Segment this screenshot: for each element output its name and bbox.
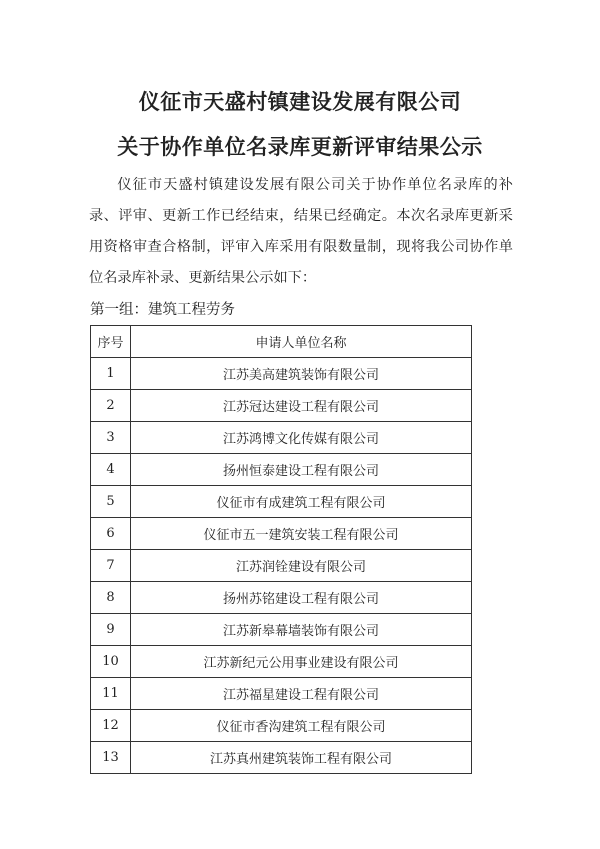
row-index: 1 [91,358,131,390]
table-header-row [91,326,472,358]
group-heading: 第一组：建筑工程劳务 [90,302,235,318]
row-company-name: 江苏福星建设工程有限公司 [131,678,472,710]
row-company-name: 仪征市五一建筑安装工程有限公司 [131,518,472,550]
row-index: 3 [91,422,131,454]
table-row [91,646,472,678]
row-company-name: 仪征市香沟建筑工程有限公司 [131,710,472,742]
row-index: 13 [91,742,131,774]
header-name: 申请人单位名称 [131,326,472,358]
table-row [91,678,472,710]
row-company-name: 江苏鸿博文化传媒有限公司 [131,422,472,454]
row-company-name: 江苏冠达建设工程有限公司 [131,390,472,422]
table-row [91,582,472,614]
row-index: 4 [91,454,131,486]
row-index: 9 [91,614,131,646]
row-index: 12 [91,710,131,742]
table-body [91,358,472,774]
applicant-table [90,325,472,774]
row-company-name: 江苏新纪元公用事业建设有限公司 [131,646,472,678]
row-index: 7 [91,550,131,582]
row-company-name: 江苏真州建筑装饰工程有限公司 [131,742,472,774]
table-row [91,614,472,646]
row-company-name: 扬州苏铭建设工程有限公司 [131,582,472,614]
row-company-name: 江苏新皋幕墙装饰有限公司 [131,614,472,646]
table-row [91,390,472,422]
row-company-name: 江苏美高建筑装饰有限公司 [131,358,472,390]
intro-paragraph: 仪征市天盛村镇建设发展有限公司关于协作单位名录库的补录、评审、更新工作已经结束，结果已经确定。本次名录库更新采用资格审查合格制，评审入库采用有限数量制，现将我公司协作单位名录库补录、更新结果公示如下： [89,177,513,286]
table-row [91,710,472,742]
table-row [91,518,472,550]
row-company-name: 江苏润铨建设有限公司 [131,550,472,582]
table-row [91,454,472,486]
table-row [91,742,472,774]
row-company-name: 扬州恒泰建设工程有限公司 [131,454,472,486]
row-index: 5 [91,486,131,518]
table-row [91,550,472,582]
document-title-line1: 仪征市天盛村镇建设发展有限公司 [138,90,462,114]
row-company-name: 仪征市有成建筑工程有限公司 [131,486,472,518]
table-row [91,358,472,390]
header-index: 序号 [91,326,131,358]
row-index: 8 [91,582,131,614]
row-index: 2 [91,390,131,422]
row-index: 11 [91,678,131,710]
table-row [91,486,472,518]
table-row [91,422,472,454]
row-index: 10 [91,646,131,678]
document-title-line2: 关于协作单位名录库更新评审结果公示 [117,135,483,159]
row-index: 6 [91,518,131,550]
